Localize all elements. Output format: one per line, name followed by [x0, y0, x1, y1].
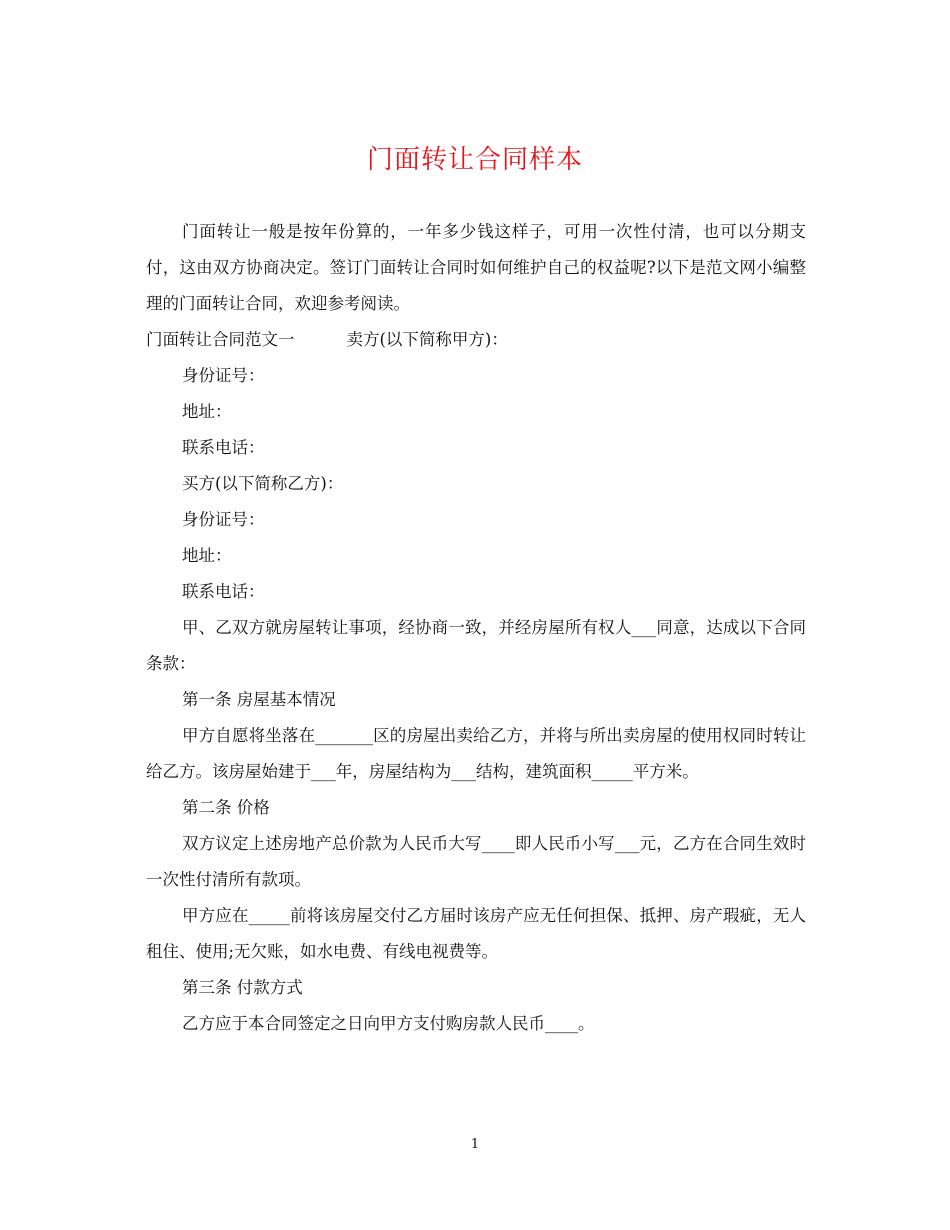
article2-heading: 第二条 价格	[182, 798, 270, 817]
article3-paragraph: 乙方应于本合同签定之日向甲方支付购房款人民币____。	[182, 1014, 595, 1033]
seller-id-field: 身份证号：	[182, 366, 265, 385]
article2-paragraph-2: 甲方应在_____前将该房屋交付乙方届时该房产应无任何担保、抵押、房产瑕疵，无人租住、使用;无欠账，如水电费、有线电视费等。	[146, 906, 806, 961]
buyer-phone-field: 联系电话：	[182, 582, 265, 601]
article3-heading: 第三条 付款方式	[182, 978, 303, 997]
seller-address-field: 地址：	[182, 402, 232, 421]
article1-paragraph: 甲方自愿将坐落在_______区的房屋出卖给乙方，并将与所出卖房屋的使用权同时转让给乙方。该房屋始建于___年，房屋结构为___结构，建筑面积_____平方米。	[146, 726, 806, 781]
seller-phone-field: 联系电话：	[182, 438, 265, 457]
buyer-address-field: 地址：	[182, 546, 232, 565]
document-title: 门面转让合同样本	[366, 145, 583, 175]
article1-heading: 第一条 房屋基本情况	[182, 690, 336, 709]
article2-paragraph-1: 双方议定上述房地产总价款为人民币大写____即人民币小写___元，乙方在合同生效时一次性付清所有款项。	[146, 834, 806, 889]
sample-heading-line	[146, 322, 806, 358]
sample-heading: 门面转让合同范文一	[146, 330, 295, 349]
buyer-id-field: 身份证号：	[182, 510, 265, 529]
agreement-intro-paragraph: 甲、乙双方就房屋转让事项，经协商一致，并经房屋所有权人___同意，达成以下合同条款：	[146, 618, 806, 673]
document-body	[146, 214, 806, 1042]
page-number: 1	[470, 1137, 480, 1152]
seller-label: 卖方(以下简称甲方)：	[346, 330, 508, 349]
buyer-label: 买方(以下简称乙方)：	[182, 474, 344, 493]
intro-paragraph: 门面转让一般是按年份算的，一年多少钱这样子，可用一次性付清，也可以分期支付，这由双方协商决定。签订门面转让合同时如何维护自己的权益呢?以下是范文网小编整理的门面转让合同，欢迎参考阅读。	[146, 222, 806, 313]
